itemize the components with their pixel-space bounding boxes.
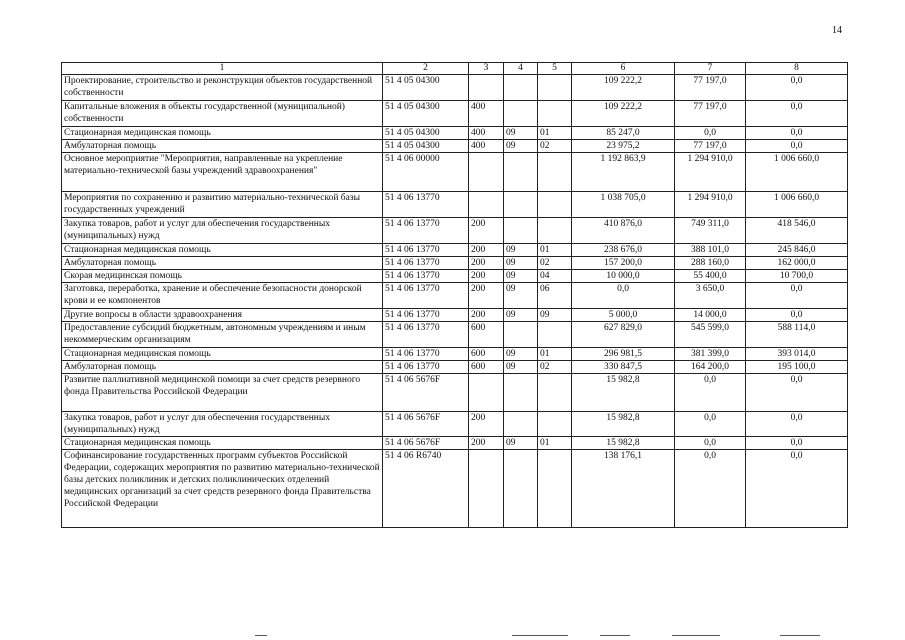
budget-table: [61, 62, 848, 528]
row-code: 51 4 05 04300: [383, 101, 469, 127]
row-subsection: [538, 450, 572, 528]
row-value-7: 77 197,0: [675, 101, 746, 127]
header-col-5: 5: [538, 63, 572, 75]
row-code: 51 4 06 5676F: [383, 374, 469, 412]
scan-edge-marks: [0, 632, 905, 640]
header-col-7: 7: [675, 63, 746, 75]
row-expense-type: 200: [469, 257, 504, 270]
row-value-7: 14 000,0: [675, 309, 746, 322]
row-value-6: 109 222,2: [572, 75, 675, 101]
row-code: 51 4 06 00000: [383, 153, 469, 192]
row-value-8: 0,0: [746, 101, 848, 127]
row-value-7: 3 650,0: [675, 283, 746, 309]
row-expense-type: 200: [469, 270, 504, 283]
table-row: [62, 412, 848, 437]
row-value-6: 109 222,2: [572, 101, 675, 127]
table-row: [62, 361, 848, 374]
row-expense-type: 200: [469, 283, 504, 309]
row-section: 09: [504, 361, 538, 374]
row-expense-type: [469, 374, 504, 412]
row-expense-type: 200: [469, 309, 504, 322]
row-expense-type: 600: [469, 322, 504, 348]
row-value-8: 0,0: [746, 283, 848, 309]
row-name: Закупка товаров, работ и услуг для обеспечения государственных (муниципальных) нужд: [62, 218, 383, 244]
header-col-8: 8: [746, 63, 848, 75]
row-code: 51 4 06 13770: [383, 192, 469, 218]
table-row: [62, 374, 848, 412]
row-value-6: 157 200,0: [572, 257, 675, 270]
row-value-8: 0,0: [746, 127, 848, 140]
row-value-7: 77 197,0: [675, 75, 746, 101]
row-value-8: 245 846,0: [746, 244, 848, 257]
row-section: 09: [504, 283, 538, 309]
row-value-8: 588 114,0: [746, 322, 848, 348]
table-row: [62, 244, 848, 257]
table-row: [62, 127, 848, 140]
row-section: 09: [504, 257, 538, 270]
row-name: Амбулаторная помощь: [62, 361, 383, 374]
row-value-7: 288 160,0: [675, 257, 746, 270]
row-expense-type: 200: [469, 437, 504, 450]
row-name: Скорая медицинская помощь: [62, 270, 383, 283]
table-row: [62, 257, 848, 270]
row-section: 09: [504, 437, 538, 450]
row-section: [504, 374, 538, 412]
row-code: 51 4 06 5676F: [383, 437, 469, 450]
row-value-6: 138 176,1: [572, 450, 675, 528]
row-subsection: 01: [538, 437, 572, 450]
row-section: [504, 322, 538, 348]
table-row: [62, 153, 848, 192]
row-subsection: [538, 412, 572, 437]
row-value-6: 5 000,0: [572, 309, 675, 322]
row-section: 09: [504, 140, 538, 153]
table-row: [62, 348, 848, 361]
row-value-8: 0,0: [746, 75, 848, 101]
header-row: [62, 63, 848, 75]
row-name: Проектирование, строительство и реконструкция объектов государственной собственности: [62, 75, 383, 101]
row-value-7: 0,0: [675, 450, 746, 528]
row-code: 51 4 06 13770: [383, 348, 469, 361]
row-section: 09: [504, 348, 538, 361]
row-value-6: 15 982,8: [572, 374, 675, 412]
row-value-8: 0,0: [746, 309, 848, 322]
row-code: 51 4 05 04300: [383, 127, 469, 140]
row-section: 09: [504, 244, 538, 257]
row-expense-type: 200: [469, 412, 504, 437]
row-name: Предоставление субсидий бюджетным, автономным учреждениям и иным некоммерческим организациям: [62, 322, 383, 348]
row-name: Стационарная медицинская помощь: [62, 127, 383, 140]
row-value-8: 195 100,0: [746, 361, 848, 374]
row-code: 51 4 05 04300: [383, 75, 469, 101]
row-subsection: [538, 374, 572, 412]
row-subsection: 02: [538, 257, 572, 270]
row-code: 51 4 05 04300: [383, 140, 469, 153]
row-code: 51 4 06 R6740: [383, 450, 469, 528]
row-name: Закупка товаров, работ и услуг для обеспечения государственных (муниципальных) нужд: [62, 412, 383, 437]
row-code: 51 4 06 5676F: [383, 412, 469, 437]
row-value-6: 330 847,5: [572, 361, 675, 374]
row-value-8: 1 006 660,0: [746, 153, 848, 192]
row-value-7: 388 101,0: [675, 244, 746, 257]
table-row: [62, 218, 848, 244]
table-row: [62, 283, 848, 309]
row-subsection: [538, 153, 572, 192]
row-subsection: [538, 322, 572, 348]
row-name: Капитальные вложения в объекты государственной (муниципальной) собственности: [62, 101, 383, 127]
row-value-8: 1 006 660,0: [746, 192, 848, 218]
row-section: [504, 412, 538, 437]
row-name: Стационарная медицинская помощь: [62, 244, 383, 257]
row-value-6: 0,0: [572, 283, 675, 309]
row-value-8: 0,0: [746, 437, 848, 450]
row-value-8: 10 700,0: [746, 270, 848, 283]
row-expense-type: [469, 450, 504, 528]
row-value-8: 0,0: [746, 374, 848, 412]
row-code: 51 4 06 13770: [383, 257, 469, 270]
row-section: 09: [504, 270, 538, 283]
row-section: [504, 75, 538, 101]
row-section: [504, 192, 538, 218]
row-value-6: 1 038 705,0: [572, 192, 675, 218]
row-subsection: [538, 75, 572, 101]
row-subsection: 01: [538, 244, 572, 257]
header-col-4: 4: [504, 63, 538, 75]
row-value-7: 0,0: [675, 374, 746, 412]
row-section: [504, 153, 538, 192]
table-row: [62, 192, 848, 218]
header-col-1: 1: [62, 63, 383, 75]
row-value-6: 238 676,0: [572, 244, 675, 257]
row-code: 51 4 06 13770: [383, 322, 469, 348]
table-row: [62, 101, 848, 127]
row-name: Амбулаторная помощь: [62, 140, 383, 153]
row-name: Софинансирование государственных программ субъектов Российской Федерации, содержащих мероприятия по развитию материально-технической базы детских поликлиник и детских поликлинических отделений медицинских организаций за счет средств резервного фонда Правительства Российской Федерации: [62, 450, 383, 528]
row-expense-type: 600: [469, 361, 504, 374]
table-row: [62, 450, 848, 528]
row-value-6: 10 000,0: [572, 270, 675, 283]
row-subsection: [538, 192, 572, 218]
row-name: Стационарная медицинская помощь: [62, 437, 383, 450]
row-value-8: 418 546,0: [746, 218, 848, 244]
row-expense-type: 200: [469, 244, 504, 257]
row-subsection: 01: [538, 127, 572, 140]
row-value-7: 164 200,0: [675, 361, 746, 374]
row-code: 51 4 06 13770: [383, 270, 469, 283]
table-row: [62, 309, 848, 322]
row-value-7: 0,0: [675, 437, 746, 450]
row-subsection: [538, 101, 572, 127]
row-value-7: 749 311,0: [675, 218, 746, 244]
row-expense-type: 600: [469, 348, 504, 361]
row-value-6: 1 192 863,9: [572, 153, 675, 192]
row-section: 09: [504, 309, 538, 322]
row-value-7: 381 399,0: [675, 348, 746, 361]
row-expense-type: 400: [469, 127, 504, 140]
row-value-6: 296 981,5: [572, 348, 675, 361]
header-col-2: 2: [383, 63, 469, 75]
row-value-8: 0,0: [746, 140, 848, 153]
row-code: 51 4 06 13770: [383, 218, 469, 244]
row-name: Амбулаторная помощь: [62, 257, 383, 270]
header-col-3: 3: [469, 63, 504, 75]
row-value-8: 162 000,0: [746, 257, 848, 270]
row-expense-type: 400: [469, 101, 504, 127]
row-value-7: 1 294 910,0: [675, 153, 746, 192]
row-section: [504, 101, 538, 127]
row-subsection: 04: [538, 270, 572, 283]
row-value-6: 15 982,8: [572, 437, 675, 450]
row-name: Стационарная медицинская помощь: [62, 348, 383, 361]
row-code: 51 4 06 13770: [383, 361, 469, 374]
row-subsection: 02: [538, 361, 572, 374]
row-subsection: 06: [538, 283, 572, 309]
table-row: [62, 140, 848, 153]
row-name: Мероприятия по сохранению и развитию материально-технической базы государственных учреждений: [62, 192, 383, 218]
row-value-6: 627 829,0: [572, 322, 675, 348]
page-number: 14: [832, 25, 842, 36]
row-value-6: 410 876,0: [572, 218, 675, 244]
row-section: 09: [504, 127, 538, 140]
row-code: 51 4 06 13770: [383, 283, 469, 309]
row-value-7: 545 599,0: [675, 322, 746, 348]
row-value-7: 1 294 910,0: [675, 192, 746, 218]
table-row: [62, 322, 848, 348]
row-section: [504, 218, 538, 244]
row-subsection: 09: [538, 309, 572, 322]
row-subsection: 02: [538, 140, 572, 153]
row-value-6: 85 247,0: [572, 127, 675, 140]
row-name: Развитие паллиативной медицинской помощи за счет средств резервного фонда Правительства Российской Федерации: [62, 374, 383, 412]
row-code: 51 4 06 13770: [383, 244, 469, 257]
row-subsection: 01: [538, 348, 572, 361]
row-value-7: 0,0: [675, 412, 746, 437]
row-value-8: 393 014,0: [746, 348, 848, 361]
row-expense-type: [469, 192, 504, 218]
table-row: [62, 270, 848, 283]
row-code: 51 4 06 13770: [383, 309, 469, 322]
header-col-6: 6: [572, 63, 675, 75]
row-name: Основное мероприятие "Мероприятия, направленные на укрепление материально-технической базы учреждений здравоохранения": [62, 153, 383, 192]
row-value-8: 0,0: [746, 412, 848, 437]
row-expense-type: [469, 75, 504, 101]
row-expense-type: [469, 153, 504, 192]
table-row: [62, 437, 848, 450]
row-value-7: 55 400,0: [675, 270, 746, 283]
row-section: [504, 450, 538, 528]
row-name: Другие вопросы в области здравоохранения: [62, 309, 383, 322]
table-row: [62, 75, 848, 101]
row-expense-type: 200: [469, 218, 504, 244]
row-value-6: 23 975,2: [572, 140, 675, 153]
row-expense-type: 400: [469, 140, 504, 153]
row-value-8: 0,0: [746, 450, 848, 528]
row-value-7: 77 197,0: [675, 140, 746, 153]
row-value-7: 0,0: [675, 127, 746, 140]
row-value-6: 15 982,8: [572, 412, 675, 437]
row-subsection: [538, 218, 572, 244]
row-name: Заготовка, переработка, хранение и обеспечение безопасности донорской крови и ее компонентов: [62, 283, 383, 309]
